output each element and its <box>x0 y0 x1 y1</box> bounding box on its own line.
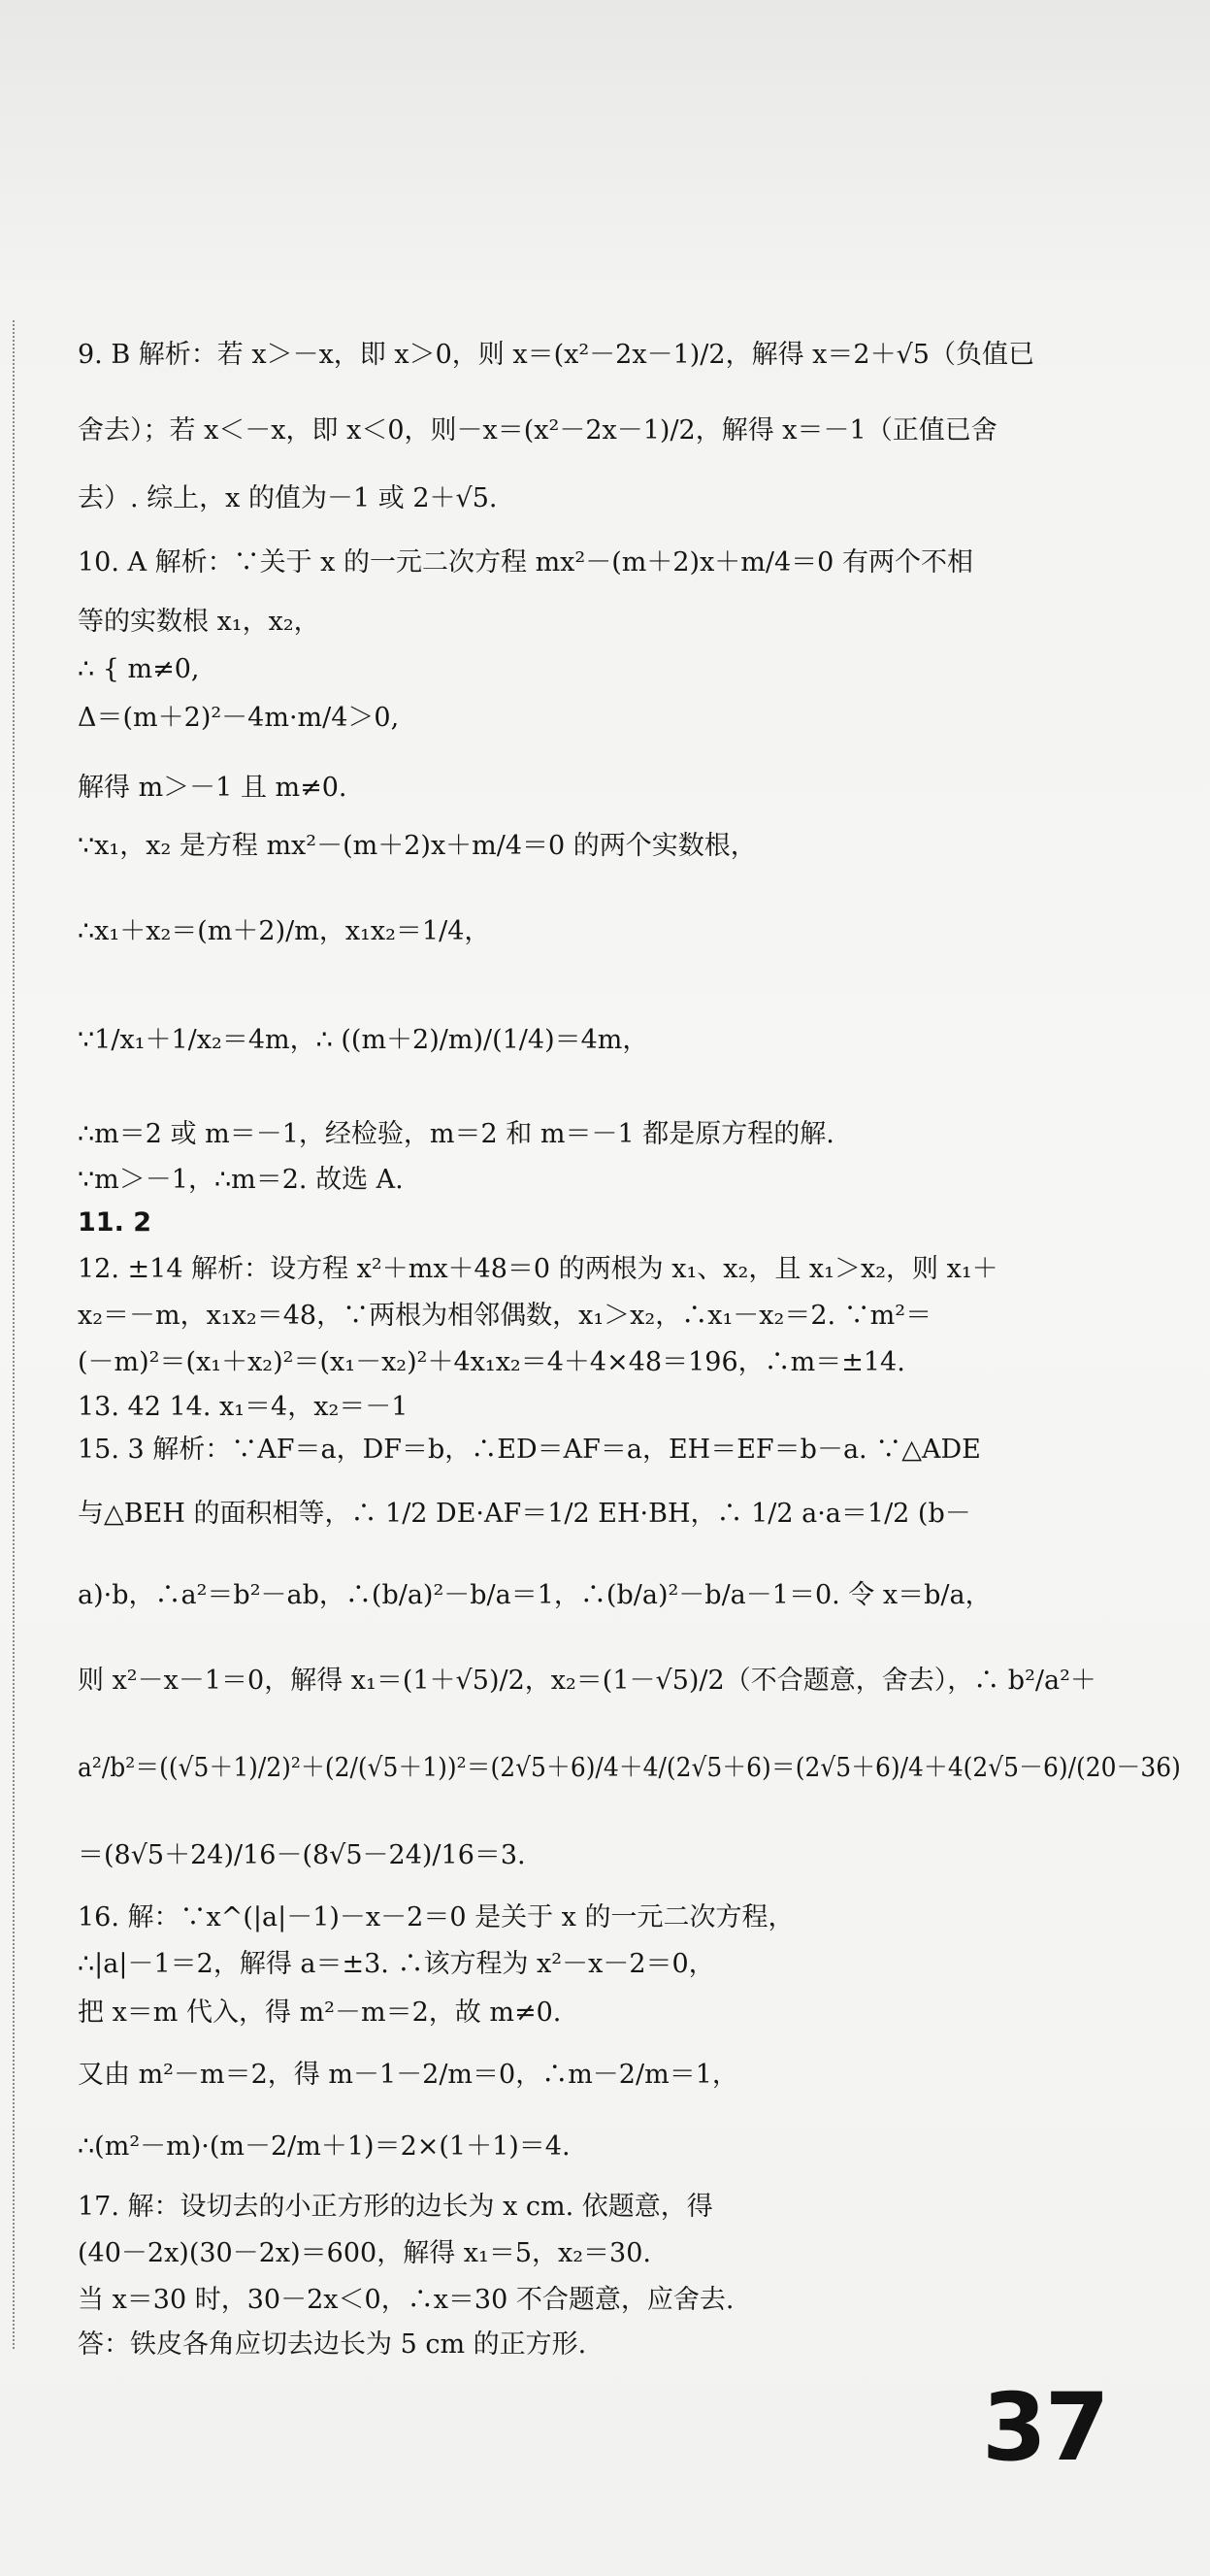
answer-17-line-2: (40－2x)(30－2x)＝600，解得 x₁＝5，x₂＝30. <box>78 2238 651 2268</box>
answer-10-system-line-2: Δ＝(m＋2)²－4m·m/4＞0, <box>78 703 400 733</box>
page-number: 37 <box>982 2373 1108 2482</box>
answer-15-line-4: 则 x²－x－1＝0，解得 x₁＝(1＋√5)/2，x₂＝(1－√5)/2（不合题意，舍去），∴ b²/a²＋ <box>78 1666 1096 1696</box>
answer-10-line-9: ∵m＞－1，∴m＝2. 故选 A. <box>78 1165 404 1195</box>
answer-9-line-3: 去）. 综上，x 的值为－1 或 2＋√5. <box>78 483 498 513</box>
answer-17-line-4: 答：铁皮各角应切去边长为 5 cm 的正方形. <box>78 2329 587 2360</box>
answer-10-line-1: 10. A 解析：∵关于 x 的一元二次方程 mx²－(m＋2)x＋m/4＝0 有两个不相 <box>78 547 973 578</box>
answer-9-line-1: 9. B 解析：若 x＞－x，即 x＞0，则 x＝(x²－2x－1)/2，解得 x＝2＋√5（负值已 <box>78 340 1034 370</box>
answer-16-line-2: ∴|a|－1＝2，解得 a＝±3. ∴该方程为 x²－x－2＝0， <box>78 1949 715 1979</box>
answer-17-line-1: 17. 解：设切去的小正方形的边长为 x cm. 依题意，得 <box>78 2192 713 2222</box>
answer-12-line-3: (－m)²＝(x₁＋x₂)²＝(x₁－x₂)²＋4x₁x₂＝4＋4×48＝196，∴m＝±14. <box>78 1347 905 1377</box>
answer-15-line-1: 15. 3 解析：∵AF＝a，DF＝b，∴ED＝AF＝a，EH＝EF＝b－a. ∵△ADE <box>78 1435 981 1465</box>
answer-10-line-2: 等的实数根 x₁，x₂， <box>78 607 320 637</box>
answer-16-line-1: 16. 解：∵x^(|a|－1)－x－2＝0 是关于 x 的一元二次方程， <box>78 1902 795 1932</box>
answer-10-system-line-1: ∴ { m≠0, <box>78 654 200 684</box>
answer-10-line-7: ∵1/x₁＋1/x₂＝4m，∴ ((m＋2)/m)/(1/4)＝4m， <box>78 1025 649 1055</box>
answer-12-line-1: 12. ±14 解析：设方程 x²＋mx＋48＝0 的两根为 x₁、x₂，且 x₁＞x₂，则 x₁＋ <box>78 1254 998 1284</box>
binding-margin-dots <box>13 320 15 2349</box>
answer-11: 11. 2 <box>78 1207 152 1238</box>
answer-17-line-3: 当 x＝30 时，30－2x＜0，∴x＝30 不合题意，应舍去. <box>78 2285 735 2315</box>
answer-10-line-5: ∵x₁，x₂ 是方程 mx²－(m＋2)x＋m/4＝0 的两个实数根， <box>78 831 757 861</box>
answer-10-line-4: 解得 m＞－1 且 m≠0. <box>78 773 347 803</box>
answer-10-line-8: ∴m＝2 或 m＝－1，经检验，m＝2 和 m＝－1 都是原方程的解. <box>78 1119 834 1149</box>
answer-15-line-5: a²/b²＝((√5＋1)/2)²＋(2/(√5＋1))²＝(2√5＋6)/4＋4/(2√5＋6)＝(2√5＋6)/4＋4(2√5－6)/(20－36) <box>78 1753 1181 1783</box>
answer-9-line-2: 舍去）；若 x＜－x，即 x＜0，则－x＝(x²－2x－1)/2，解得 x＝－1（正值已舍 <box>78 415 997 446</box>
answer-15-line-6: ＝(8√5＋24)/16－(8√5－24)/16＝3. <box>78 1840 526 1870</box>
answer-16-line-5: ∴(m²－m)·(m－2/m＋1)＝2×(1＋1)＝4. <box>78 2131 571 2162</box>
answer-13-14: 13. 42 14. x₁＝4，x₂＝－1 <box>78 1392 409 1422</box>
answer-15-line-3: a)·b，∴a²＝b²－ab，∴(b/a)²－b/a＝1，∴(b/a)²－b/a－1＝0. 令 x＝b/a， <box>78 1580 992 1610</box>
answer-12-line-2: x₂＝－m，x₁x₂＝48，∵两根为相邻偶数，x₁＞x₂，∴x₁－x₂＝2. ∵m²＝ <box>78 1301 932 1331</box>
answer-16-line-4: 又由 m²－m＝2，得 m－1－2/m＝0，∴m－2/m＝1， <box>78 2060 738 2090</box>
answer-16-line-3: 把 x＝m 代入，得 m²－m＝2，故 m≠0. <box>78 1998 562 2028</box>
answer-15-line-2: 与△BEH 的面积相等，∴ 1/2 DE·AF＝1/2 EH·BH，∴ 1/2 a·a＝1/2 (b－ <box>78 1499 971 1529</box>
answer-10-line-6: ∴x₁＋x₂＝(m＋2)/m，x₁x₂＝1/4， <box>78 916 491 946</box>
